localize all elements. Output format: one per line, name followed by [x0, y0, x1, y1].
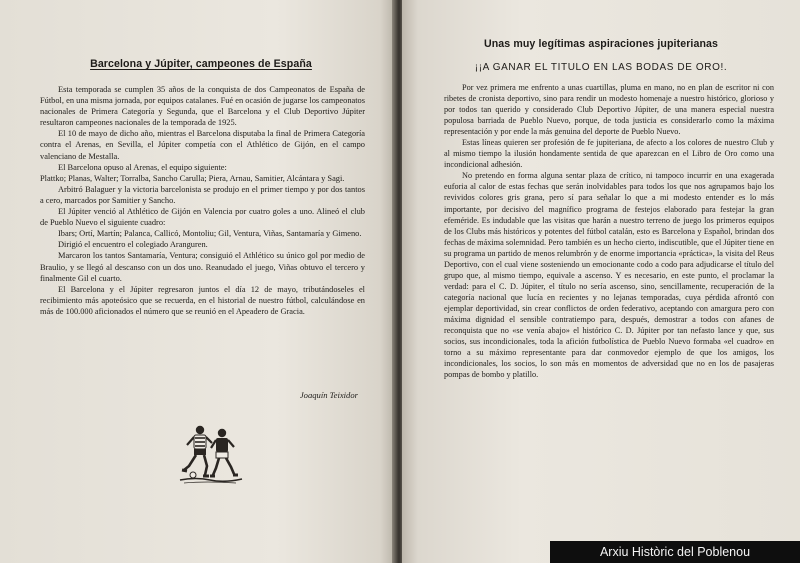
right-page-title: Unas muy legítimas aspiraciones jupiterianas [483, 38, 719, 50]
right-paragraph: Por vez primera me enfrento a unas cuartillas, pluma en mano, no en plan de escritor ni con ribetes de cronista deportivo, sino para rendir un modesto homenaje a nuestro histórico, glorioso y por todos tan querido y considerado Club Deportivo Júpiter, de una manera especial nuestra populosa barriada de Pueblo Nuevo, porque, de toda justicia es considerarlo como la máxima representación y por ende la más genuina del deporte de Pueblo Nuevo. [444, 83, 774, 137]
left-paragraph: El Júpiter venció al Athlético de Gijón en Valencia por cuatro goles a uno. Alineó el club de Pueblo Nuevo el siguiente cuadro: [40, 207, 365, 228]
right-paragraph: No pretendo en forma alguna sentar plaza de crítico, ni tampoco incurrir en una exagerada euforia al calor de estas fechas que serán inolvidables para todos los que nos agrupamos bajo los revividos colores gris grana, pero sí para señalar lo que a mi modesto entender es lo más importante, por decisivo del magnífico programa de festejos elaborado para festejar la gran efeméride. Es indudable que las visitas que harán a nuestro terreno de juego los primeros equipos de los Clubs más históricos y potentes del fútbol catalán, esto es Barcelona y Español, brindan dos fechas de máxima solemnidad. Pero también es un hecho cierto, indiscutible, que el Júpiter tiene en su programa un partido de menos relumbrón y de enorme importancia «práctica», la visita del Reus Deportivo, con el cual viene sosteniendo un emocionante codo a codo para adjudicarse el título del grupo que, al mismo tiempo, equivale a ascenso. Y es necesario, en este punto, el proclamar la verdad: para el C. D. Júpiter, el título no sería ascenso, sino, sencillamente, recuperación de la categoría nacional que lucía en recientes y no lejanas temporadas, cuya pérdida afrontó con ejemplar deportividad, sin crear conflictos de orden federativo, aceptando con amargura pero con máxima dignidad el sensible contratiempo para, después, demostrar a todos con afanes de reconquista que no «se venía abajo» el histórico C. D. Júpiter por tan nefasto lance y que, sus socios, sus incondicionales, toda la afición futbolística de Pueblo Nuevo formaba «el cuadro» en torno a su máximo representante para dar conmovedor ejemplo de que los amigos, los incondicionales, los socios, lo son más en momentos de adversidad que no en los de pasajeras pompas de bombo y platillo. [444, 171, 774, 380]
left-page [0, 0, 396, 563]
author-signature: Joaquín Teixidor [299, 390, 358, 400]
left-page-title: Barcelona y Júpiter, campeones de España [90, 58, 312, 70]
left-paragraph: Dirigió el encuentro el colegiado Aranguren. [58, 240, 208, 250]
right-page-body [444, 82, 774, 380]
left-paragraph: El Barcelona opuso al Arenas, el equipo siguiente: [58, 162, 227, 172]
left-paragraph: El 10 de mayo de dicho año, mientras el Barcelona disputaba la final de Primera Categoría contra el Arenas, en Sevilla, el Júpiter competía con el Athlético de Gijón, en el campo valenciano de Mestalla. [40, 129, 365, 161]
left-paragraph: Esta temporada se cumplen 35 años de la conquista de dos Campeonatos de España de Fútbol, en una misma jornada, por equipos catalanes. Fué en ocasión de jugarse los campeonatos nacionales de Primera Categoría y Segunda, que el Barcelona y el Club Deportivo Júpiter resultaron campeones nacionales de la temporada de 1925. [40, 85, 365, 128]
left-paragraph: Plattko; Planas, Walter; Torralba, Sancho Carulla; Piera, Arnau, Samitier, Alcántara y Sagi. [40, 173, 345, 183]
left-paragraph: Ibars; Ortí, Martín; Palanca, Callicó, Montoliu; Gil, Ventura, Viñas, Santamaría y Gimeno. [58, 229, 362, 239]
archive-watermark: Arxiu Històric del Poblenou [550, 541, 800, 563]
left-paragraph: El Barcelona y el Júpiter regresaron juntos el día 12 de mayo, tributándoseles el recibimiento más apoteósico que se recuerda, en el historial de nuestro fútbol, calculándose en más de 100.000 aficionados el número que se reunió en el Apeadero de Gracia. [40, 284, 365, 316]
right-page [402, 0, 800, 563]
right-paragraph: Estas líneas quieren ser profesión de fe jupiteriana, de afecto a los colores de nuestro Club y al mismo tiempo la ilusión hondamente sentida de que aparezcan en el Libro de Oro como una incondicional adhesión. [444, 138, 774, 170]
left-page-body [40, 84, 365, 317]
football-players-illustration-icon [176, 420, 246, 486]
left-paragraph: Marcaron los tantos Santamaría, Ventura; consiguió el Athlético su único gol por medio de Braulio, y se llegó al descanso con un dos uno. Reanudado el juego, Viñas obtuvo el tercero y finalmente Gil el cuarto. [40, 251, 365, 283]
left-paragraph: Arbitró Balaguer y la victoria barcelonista se produjo en el primer tiempo y por dos tantos a cero, marcados por Samitier y Sancho. [40, 184, 365, 205]
right-page-subtitle: ¡¡A GANAR EL TITULO EN LAS BODAS DE ORO!. [474, 62, 728, 73]
